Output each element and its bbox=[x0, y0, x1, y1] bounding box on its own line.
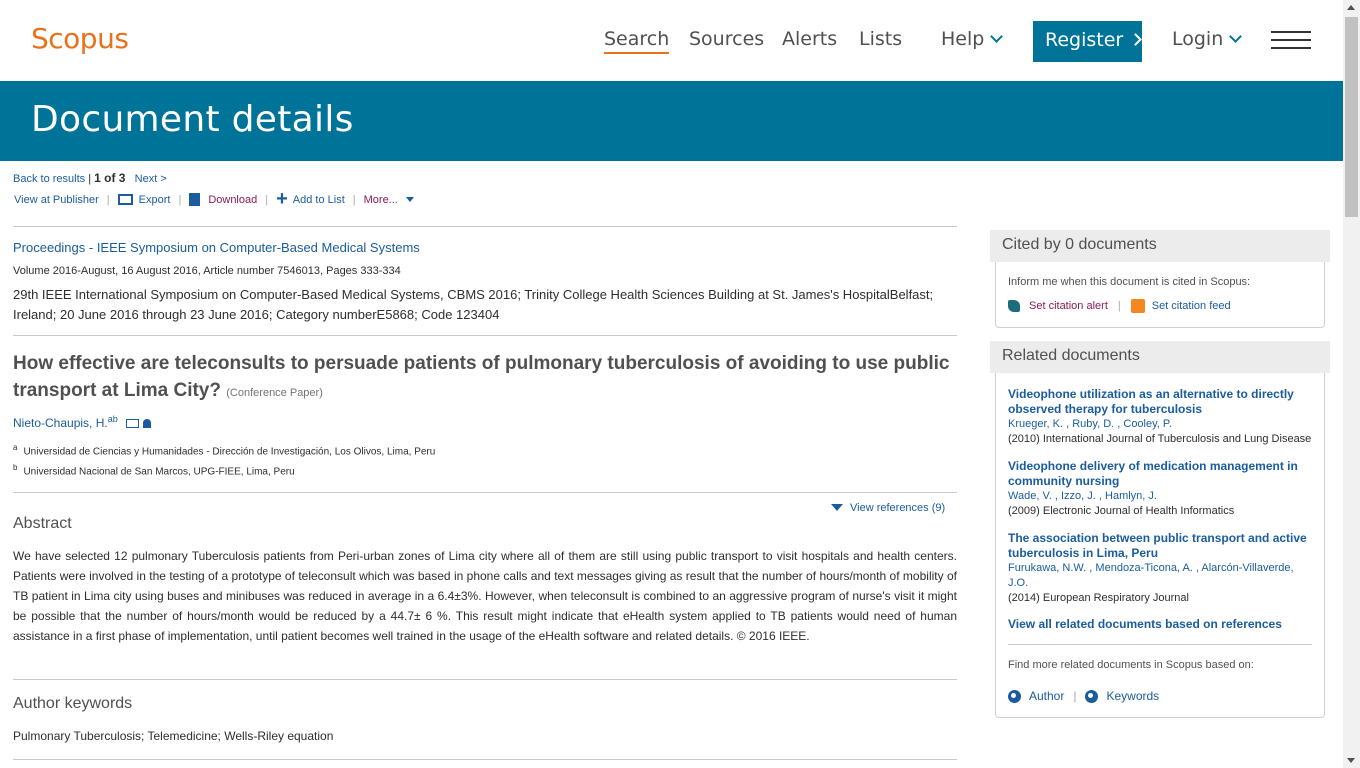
related-author-link[interactable]: Ruby, D. bbox=[1072, 418, 1115, 430]
related-document bbox=[1008, 387, 1313, 446]
related-document-title[interactable]: Videophone utilization as an alternative to directly observed therapy for tuberculosis bbox=[1008, 387, 1294, 416]
document-title-text: How effective are teleconsults to persuade patients of pulmonary tuberculosis of avoiding to use public transport at Lima City? bbox=[13, 353, 950, 401]
more-dropdown[interactable] bbox=[364, 194, 414, 206]
related-document-title[interactable]: The association between public transport and active tuberculosis in Lima, Peru bbox=[1008, 531, 1307, 560]
nav-lists[interactable]: Lists bbox=[859, 28, 903, 50]
separator: | bbox=[178, 193, 182, 206]
set-citation-alert-link[interactable]: Set citation alert bbox=[1029, 300, 1108, 312]
abstract-heading: Abstract bbox=[13, 515, 72, 532]
related-author-link[interactable]: Cooley, P. bbox=[1123, 418, 1172, 430]
affiliation-text: Universidad de Ciencias y Humanidades - Dirección de Investigación, Los Olivos, Lima, Peru bbox=[23, 446, 436, 458]
author-line bbox=[13, 414, 151, 430]
page-title: Document details bbox=[31, 99, 354, 140]
abstract-text: We have selected 12 pulmonary Tuberculosis patients from Peri-urban zones of Lima city where all of them are still using public transport to visit hospitals and health centers. Patients were involved in the testing of a prototype of teleconsult which was based in phone calls and text messages giving as result that the number of hours/month of mobility of TB patient in Lima city using buses and minibuses was reduced in average in a 6.4±3%. However, when teleconsult is combined to an aggressive program of nurse's visit it might be possible that the number of hours/month would be reduced by a 44.7± 6 %. This result might indicate that eHealth system applied to TB patients would need of human assistance in a first phase of implementation, until patient becomes well trained in the usage of the eHealth software and related details. © 2016 IEEE. bbox=[13, 549, 957, 643]
alert-icon bbox=[1008, 300, 1020, 312]
related-document-source: (2014) European Respiratory Journal bbox=[1008, 592, 1189, 604]
register-label: Register bbox=[1045, 29, 1124, 51]
author-keywords-heading: Author keywords bbox=[13, 695, 133, 712]
result-position: 1 of 3 bbox=[94, 171, 126, 185]
caret-down-icon bbox=[406, 197, 414, 202]
top-navigation bbox=[0, 0, 1343, 81]
chevron-down-icon bbox=[1229, 30, 1242, 43]
search-icon bbox=[1008, 690, 1021, 703]
find-by-keywords-link[interactable]: Keywords bbox=[1106, 689, 1160, 703]
plus-icon: + bbox=[276, 188, 288, 210]
related-author-link[interactable]: Alarcón-Villaverde, J.O. bbox=[1008, 562, 1294, 589]
find-more-text: Find more related documents in Scopus based on: bbox=[1008, 659, 1254, 671]
related-document-title[interactable]: Videophone delivery of medication management in community nursing bbox=[1008, 459, 1298, 488]
scopus-logo[interactable]: Scopus bbox=[31, 22, 129, 55]
register-button[interactable] bbox=[1033, 21, 1142, 62]
view-all-related-link[interactable]: View all related documents based on references bbox=[1008, 617, 1282, 631]
find-more-row bbox=[1008, 689, 1159, 703]
affiliation-text: Universidad Nacional de San Marcos, UPG-FIEE, Lima, Peru bbox=[23, 466, 295, 478]
related-author-link[interactable]: Krueger, K. bbox=[1008, 418, 1064, 430]
related-document-authors: Wade, V. , Izzo, J. , Hamlyn, J. bbox=[1008, 490, 1157, 502]
nav-help-label: Help bbox=[941, 28, 985, 50]
vertical-scrollbar[interactable] bbox=[1343, 0, 1360, 768]
separator: | bbox=[88, 173, 92, 185]
related-document-authors: Krueger, K. , Ruby, D. , Cooley, P. bbox=[1008, 418, 1172, 430]
separator: | bbox=[265, 193, 269, 206]
menu-icon[interactable] bbox=[1271, 31, 1311, 49]
export-icon bbox=[118, 194, 133, 205]
nav-sources[interactable]: Sources bbox=[689, 28, 765, 50]
related-document bbox=[1008, 531, 1313, 605]
divider bbox=[13, 335, 957, 336]
related-document-source: (2009) Electronic Journal of Health Informatics bbox=[1008, 505, 1235, 517]
document-title bbox=[13, 350, 957, 407]
more-label: More... bbox=[363, 193, 398, 206]
related-author-link[interactable]: Mendoza-Ticona, A. bbox=[1095, 562, 1193, 574]
chevron-right-icon bbox=[1129, 33, 1142, 46]
divider bbox=[13, 226, 957, 227]
document-type: (Conference Paper) bbox=[226, 387, 323, 399]
rss-feed-icon bbox=[1131, 299, 1145, 313]
set-citation-feed-link[interactable]: Set citation feed bbox=[1151, 300, 1231, 312]
download-icon bbox=[189, 193, 200, 206]
find-by-author-link[interactable]: Author bbox=[1029, 689, 1065, 703]
scroll-down-arrow-icon[interactable] bbox=[1347, 758, 1355, 763]
back-to-results-link[interactable]: Back to results bbox=[13, 173, 86, 185]
export-button[interactable] bbox=[118, 194, 171, 206]
divider bbox=[13, 492, 957, 493]
scrollbar-thumb[interactable] bbox=[1345, 17, 1358, 217]
nav-help[interactable] bbox=[941, 28, 1001, 50]
export-label: Export bbox=[138, 193, 171, 206]
page-header-band bbox=[0, 81, 1343, 161]
affiliation-sup: a bbox=[13, 443, 18, 452]
divider bbox=[13, 759, 957, 760]
author-profile-icon[interactable] bbox=[143, 419, 151, 428]
cited-by-heading: Cited by 0 documents bbox=[990, 230, 1330, 262]
conference-info: 29th IEEE International Symposium on Computer-Based Medical Systems, CBMS 2016; Trinity College Health Sciences Building at St. James's HospitalBelfast; Ireland; 20 June 2016 through 23 June 2016; Category numberE5868; Code 123404 bbox=[13, 287, 934, 322]
separator: | bbox=[352, 193, 356, 206]
related-author-link[interactable]: Hamlyn, J. bbox=[1105, 490, 1157, 502]
author-affiliation-sup: ab bbox=[107, 414, 118, 424]
nav-login[interactable] bbox=[1172, 28, 1240, 50]
related-document-source: (2010) International Journal of Tuberculosis and Lung Disease bbox=[1008, 433, 1312, 445]
add-to-list-button[interactable] bbox=[276, 188, 345, 210]
divider bbox=[13, 679, 957, 680]
add-to-list-label: Add to List bbox=[292, 193, 345, 206]
results-navigation bbox=[13, 171, 167, 185]
divider bbox=[1008, 644, 1312, 645]
email-icon[interactable] bbox=[126, 419, 139, 428]
download-button[interactable] bbox=[189, 193, 257, 206]
view-references-link[interactable] bbox=[831, 502, 945, 514]
nav-alerts[interactable]: Alerts bbox=[782, 28, 838, 50]
nav-search[interactable]: Search bbox=[604, 28, 669, 54]
volume-info: Volume 2016-August, 16 August 2016, Article number 7546013, Pages 333-334 bbox=[13, 265, 401, 277]
separator: | bbox=[1073, 689, 1077, 703]
search-icon bbox=[1085, 690, 1098, 703]
author-link[interactable]: Nieto-Chaupis, H. bbox=[13, 416, 108, 430]
next-link[interactable]: Next > bbox=[134, 173, 167, 185]
nav-login-label: Login bbox=[1172, 28, 1224, 50]
related-documents-heading: Related documents bbox=[990, 341, 1330, 373]
separator: | bbox=[1117, 300, 1121, 312]
citation-alert-row bbox=[1008, 299, 1231, 313]
related-document bbox=[1008, 459, 1313, 518]
source-title-link[interactable]: Proceedings - IEEE Symposium on Computer-Based Medical Systems bbox=[13, 240, 420, 255]
related-author-link[interactable]: Wade, V. bbox=[1008, 490, 1052, 502]
inform-text: Inform me when this document is cited in Scopus: bbox=[1008, 276, 1251, 288]
author-keywords: Pulmonary Tuberculosis; Telemedicine; Wells-Riley equation bbox=[13, 729, 334, 743]
cited-by-panel bbox=[995, 262, 1325, 328]
scroll-up-arrow-icon[interactable] bbox=[1347, 5, 1355, 10]
triangle-down-icon bbox=[831, 504, 843, 511]
related-author-link[interactable]: Furukawa, N.W. bbox=[1008, 562, 1087, 574]
view-references-label: View references (9) bbox=[850, 502, 946, 514]
chevron-down-icon bbox=[990, 30, 1003, 43]
download-label: Download bbox=[208, 193, 258, 206]
affiliation-a bbox=[13, 443, 435, 457]
document-toolbar bbox=[14, 188, 414, 210]
related-author-link[interactable]: Izzo, J. bbox=[1061, 490, 1096, 502]
affiliation-sup: b bbox=[13, 463, 18, 472]
related-document-authors: Furukawa, N.W. , Mendoza-Ticona, A. , Alarcón-Villaverde, J.O. bbox=[1008, 562, 1294, 589]
view-at-publisher-link[interactable]: View at Publisher bbox=[14, 193, 99, 206]
separator: | bbox=[106, 193, 110, 206]
affiliation-b bbox=[13, 463, 295, 477]
